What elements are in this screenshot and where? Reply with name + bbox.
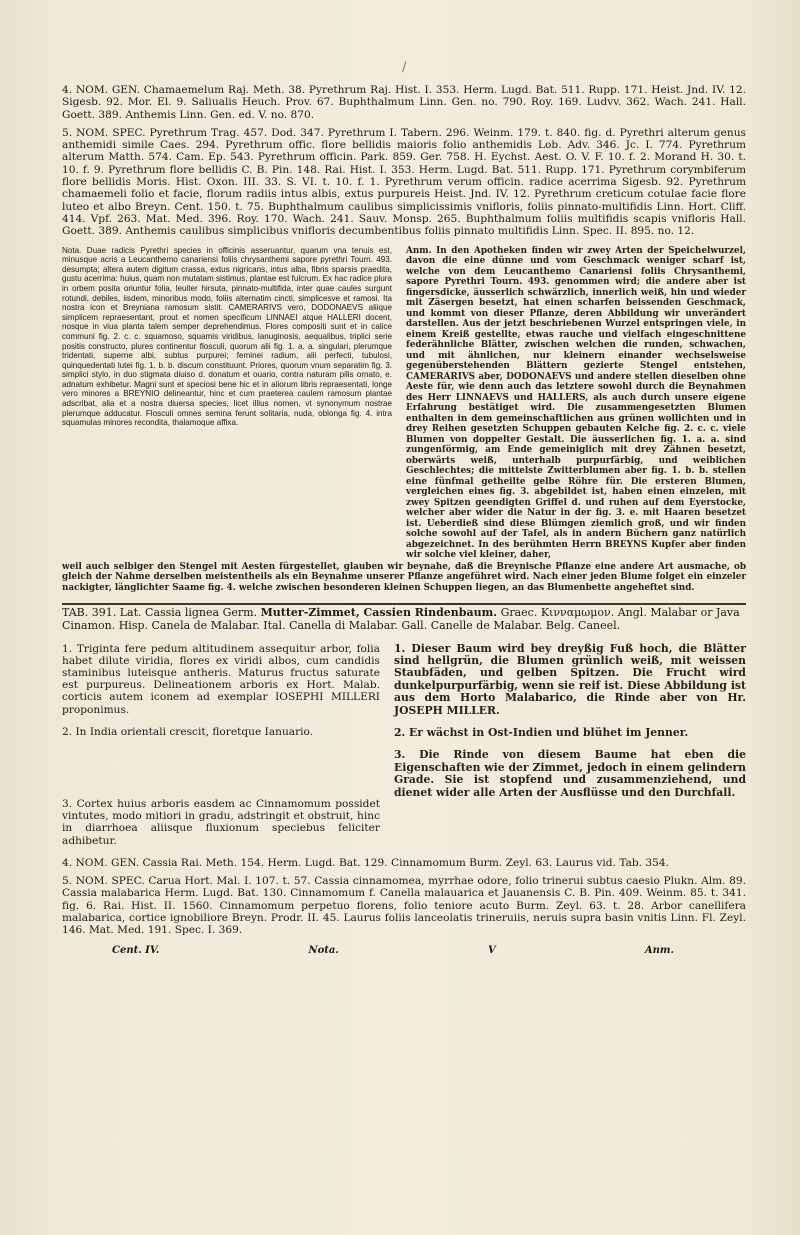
nota-latin: Nota. Duae radicis Pyrethri species in officinis asseruantur, quarum vna tenuis est, minusque acris a Leucanthemo canariensi foliis chrysanthemi sapore pyrethri Tourn. 493. desumpta; altera autem digitum crassa, extus nigricans, intus alba, fibris sparsis praedita, gustu acerrima: huius, quam non mutatam sistimus, plantae est fulcrum. Ex hac radice plura in orbem posita oriuntur folia, leuiter hirsuta, pinnato-multifida, inter quae caules surgunt rotundi, debiles, iisdem, minoribus modo, foliis alternatim cincti, simplicesve et ramosi. Ita nostra icon et Breyniana ramosum sistit. CAMERARIVS vero, DODONAEVS aliique simplicem repraesentant, prout et nomen specificum LINNAEI atque HALLERI docent, nosque in viua planta talem semper deprehendimus. Flores compositi sunt et in calice communi fig. 2. c. c. squamoso, squamis viridibus, lanuginosis, aequalibus, triplici serie positis constructo, plures continentur flosculi, quorum alii fig. 1. a. a. singulari, plerumque tridentati, superne albi, subtus purpurei; feminei radium, alii perfecti, tubulosi, quinquedentati lutei fig. 1. b. b. discum constituunt. Priores, quorum vnum separatim fig. 3. simplici stylo, in duo stigmata diuiso d. donatum et ouario, contra naturam pilis ornato, e. adnatum exhibetur. Magni sunt et speciosi bene hic et in aliorum libris repraesentati, longe vero minores a BREYNIO delineantur, hinc et cum praeterea caulem ramosum plantae adscribat, alia et a nostra diuersa species, licet illius nomen, vt synonymum nostrae plerumque adducatur. Flosculi omnes semina ferunt solitaria, nuda, oblonga fig. 4. intra squamulas minores recondita, thalamoque affixa. [62,245,392,428]
catchword-3: V [487,944,496,956]
catchword-line [62,945,746,956]
latin-point-1: 1. Triginta fere pedum altitudinem assequitur arbor, folia habet dilute viridia, flores ex viridi albos, cum candidis staminibus luteisque antheris. Maturus fructus saturate est purpureus. Delineationem arboris ex Hort. Malab. corticis autem iconem ad exemplar IOSEPHI MILLERI proponimus. [62,642,380,716]
nota-anm-columns [62,246,746,561]
german-point-1: 1. Dieser Baum wird bey dreyßig Fuß hoch, die Blätter sind hellgrün, die Blumen grünlich weiß, mit weissen Staubfäden, und gelben Spitzen. Die Frucht wird dunkelpurpurfärbig, wenn sie reif ist. Diese Abbildung ist aus dem Horto Malabarico, die Rinde aber von Hr. JOSEPH MILLER. [394,641,746,717]
german-description [394,643,746,847]
entry-nom-gen-cassia: 4. NOM. GEN. Cassia Rai. Meth. 154. Herm. Lugd. Bat. 129. Cinnamomum Burm. Zeyl. 63. Laurus vid. Tab. 354. [62,856,669,869]
catchword-2: Nota. [308,944,339,956]
catchword-4: Anm. [644,944,674,956]
german-point-3: 3. Die Rinde von diesem Baume hat eben die Eigenschaften wie der Zimmet, jedoch in einem gelindern Grade. Sie ist stopfend und zusammenziehend, und dienet wider alle Arten der Ausflüsse und den Durchfall. [394,748,746,799]
tab-heading-latin: TAB. 391. Lat. Cassia lignea Germ. [62,606,258,620]
latin-point-3: 3. Cortex huius arboris easdem ac Cinnamomum possidet vintutes, modo mitiori in gradu, adstringit et obstruit, hinc in diarrhoea aliisque fluxionum speciebus feliciter adhibetur. [62,797,380,847]
german-point-2: 2. Er wächst in Ost-Indien und blühet im Jenner. [394,725,689,739]
entry-nom-spec-cassia: 5. NOM. SPEC. Carua Hort. Mal. I. 107. t. 57. Cassia cinnamomea, myrrhae odore, folio trinerui subtus caesio Plukn. Alm. 89. Cassia malabarica Herm. Lugd. Bat. 130. Cinnamomum f. Canella malauarica et Jauanensis C. B. Pin. 409. Weinm. 85. t. 341. fig. 6. Rai. Hist. II. 1560. Cinnamomum perpetuo florens, folio teniore acuto Burm. Zeyl. 63. t. 28. Arbor canellifera malabarica, cortice ignobiliore Breyn. Prodr. II. 45. Laurus foliis lanceolatis trineruiis, neruis supra basin vnitis Linn. Fl. Zeyl. 146. Mat. Med. 191. Spec. I. 369. [62,875,746,937]
tab-heading [62,607,746,632]
tab-heading-synonyms: Graec. Κινναμωμον. Angl. Malabar or Java Cinamon. Hisp. Canela de Malabar. Ital. Canella di Malabar. Gall. Canelle de Malabar. Belg. Caneel. [62,606,740,632]
anm-continuation: weil auch selbiger den Stengel mit Aesten fürgestellet, glauben wir beynahe, daß die Breynische Pflanze eine andere Art ausmache, ob gleich der Nahme derselben meistentheils als ein Beynahme unserer Pflanze angeführet wird. Nach einer jeden Blume folget ein einzeler nackigter, länglichter Saame fig. 4. welche zwischen besonderen kleinen Schuppen liegen, an das Blumenbette angeheftet sind. [62,561,746,593]
entry-nom-gen: 4. NOM. GEN. Chamaemelum Raj. Meth. 38. Pyrethrum Raj. Hist. I. 353. Herm. Lugd. Bat. 511. Rupp. 171. Heist. Jnd. IV. 12. Sigesb. 92. Mor. El. 9. Saliualis Heuch. Prov. 67. Buphthalmum Linn. Gen. no. 790. Roy. 169. Ludvv. 362. Wach. 241. Hall. Goett. 389. Anthemis Linn. Gen. ed. V. no. 870. [62,84,746,121]
latin-point-2: 2. In India orientali crescit, floretque Ianuario. [62,725,314,738]
tab-heading-german: Mutter-Zimmet, Cassien Rindenbaum. [260,606,498,620]
description-columns [62,643,746,847]
latin-description [62,643,380,847]
catchword-1: Cent. IV. [112,944,160,956]
section-divider [62,603,746,632]
anm-german: Anm. In den Apotheken finden wir zwey Arten der Speichelwurzel, davon die eine dünne und vom Geschmack weniger scharf ist, welche von dem Leucanthemo Canariensi foliis Chrysanthemi, sapore Pyrethri Tourn. 493. genommen wird; die andere aber ist fingersdicke, äusserlich schwärzlich, innerlich weiß, hin und wieder mit Zäsergen besetzt, hat einen scharfen beissenden Geschmack, und kommt von dieser Pflanze, deren Abbildung wir unverändert darstellen. Aus der jetzt beschriebenen Wurzel entspringen viele, in einem Kreiß gestellte, etwas rauche und vielfach eingeschnittene federähnliche Blätter, zwischen welchen die runden, schwachen, und mit ähnlichen, nur kleinern einander wechselsweise gegenüberstehenden Blättern gezierte Stengel entstehen, CAMERARIVS aber, DODONAEVS und andere stellen dieselben ohne Aeste für, wie denn auch das letztere sowohl durch die Beynahmen des Herr LINNAEVS und HALLERS, als auch durch unsere eigene Erfahrung bestätiget wird. Die zusammengesetzten Blumen enthalten in dem gemeinschaftlichen aus grünen wollichten und in drey Reihen gesetzten Schuppen gebauten Kelche fig. 2. c. c. viele Blumen von doppelter Gestalt. Die äusserlichen fig. 1. a. a. sind zungenförmig, am Ende gemeiniglich mit drey Zähnen besetzt, oberwärts weiß, unterhalb purpurfärbig, und weiblichen Geschlechtes; die mittelste Zwitterblumen aber fig. 1. b. b. stellen eine fünfmal getheilte gelbe Röhre für. Die ersteren Blumen, vergleichen eines fig. 3. abgebildet ist, haben einen einzelen, mit zwey Spitzen geendigten Griffel d. und ruhen auf dem Eyerstocke, welcher aber wider die Natur in der fig. 3. e. mit Haaren besetzet ist. Ueberdieß sind diese Blümgen ziemlich groß, und wir finden solche sowohl auf der Tafel, als in andern Büchern ganz natürlich abgezeichnet. In des berühmten Herrn BREYNS Kupfer aber finden wir solche viel kleiner, daher, [406,245,746,561]
entry-nom-spec: 5. NOM. SPEC. Pyrethrum Trag. 457. Dod. 347. Pyrethrum I. Tabern. 296. Weinm. 179. t. 840. fig. d. Pyrethri alterum genus anthemidi simile Caes. 294. Pyrethrum offic. flore bellidis maioris folio anthemidis Lob. Adv. 346. Jc. I. 774. Pyrethrum alterum Matth. 574. Cam. Ep. 543. Pyrethrum officin. Park. 859. Ger. 758. H. Eychst. Aest. O. V. F. 10. f. 2. Morand H. 30. t. 10. f. 9. Pyrethrum flore bellidis C. B. Pin. 148. Rai. Hist. I. 353. Herm. Lugd. Bat. 511. Rupp. 171. Pyrethrum corymbiferum flore bellidis Moris. Hist. Oxon. III. 33. S. VI. t. 10. f. 1. Pyrethrum verum officin. radice acerrima Sigesb. 92. Pyrethrum chamaemeli folio et facie, florum radiis intus albis, extus purpureis Heist. Jnd. IV. 12. Pyrethrum creticum cotulae facie flore luteo et albo Breyn. Cent. 150. t. 75. Buphthalmum caulibus simplicissimis vnifloris, foliis pinnato-multifidis Linn. Hort. Cliff. 414. Vpf. 263. Mat. Med. 396. Roy. 170. Wach. 241. Sauv. Monsp. 265. Buphthalmum foliis multifidis scapis vnifloris Hall. Goett. 389. Anthemis caulibus simplicibus vnifloris decumbentibus foliis pinnato multifidis Linn. Spec. II. 895. no. 12. [62,126,746,238]
page-mark: / [402,60,407,75]
